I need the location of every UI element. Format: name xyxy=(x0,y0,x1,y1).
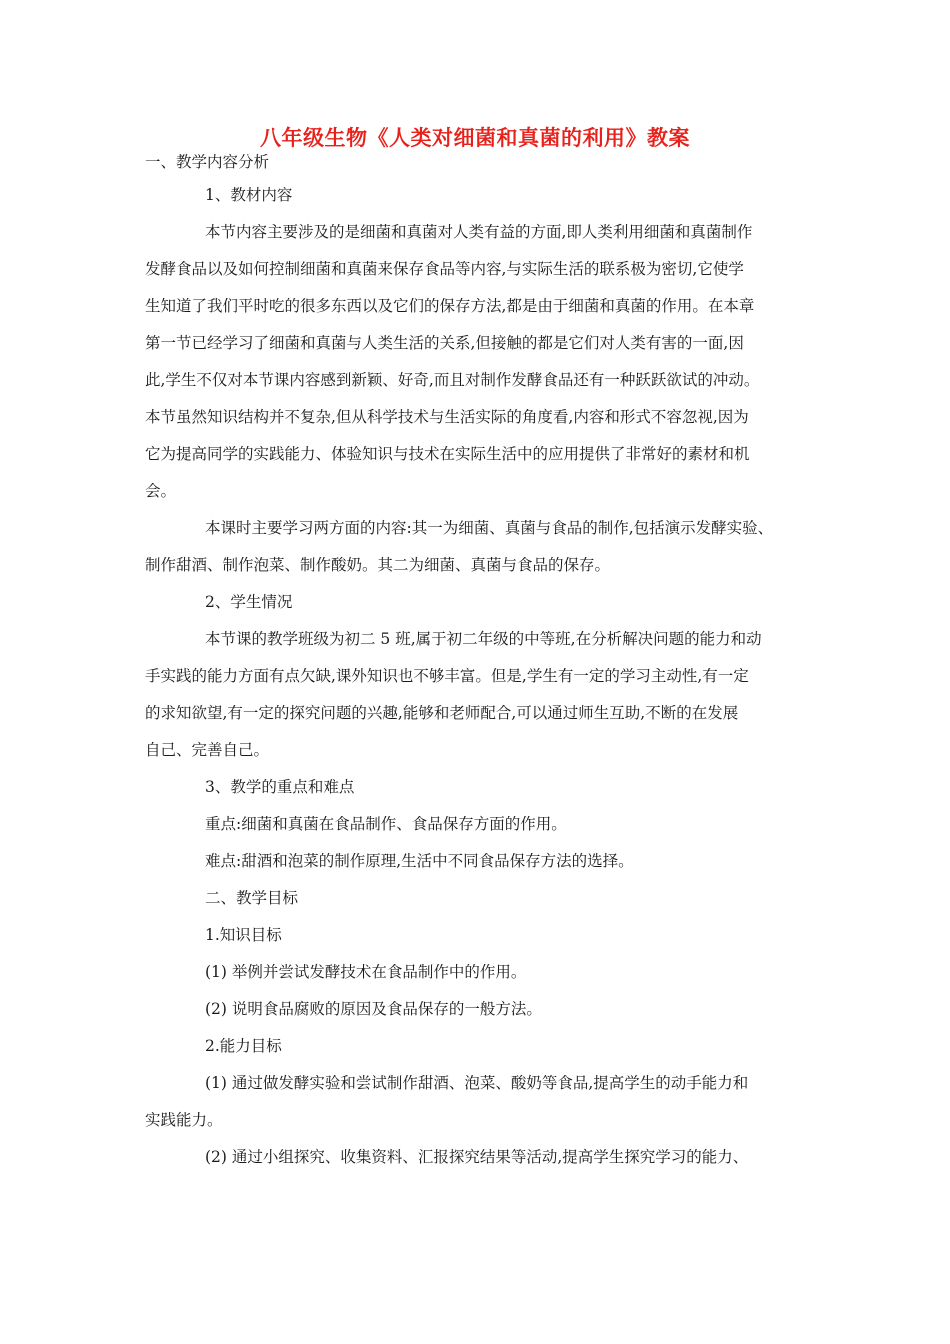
list-item xyxy=(145,1139,810,1176)
subsection-heading: 2、学生情况 xyxy=(205,593,293,611)
paragraph-line: 手实践的能力方面有点欠缺,课外知识也不够丰富。但是,学生有一定的学习主动性,有一定 xyxy=(145,667,749,685)
paragraph-line: (2) 通过小组探究、收集资料、汇报探究结果等活动,提高学生探究学习的能力、 xyxy=(205,1148,749,1166)
document-title: 八年级生物《人类对细菌和真菌的利用》教案 xyxy=(260,126,690,150)
document-body xyxy=(145,147,810,1176)
paragraph-line: 此,学生不仅对本节课内容感到新颖、好奇,而且对制作发酵食品还有一种跃跃欲试的冲动。 xyxy=(145,371,760,389)
difficulty-text: 难点:甜酒和泡菜的制作原理,生活中不同食品保存方法的选择。 xyxy=(205,852,634,870)
subsection-heading: 1、教材内容 xyxy=(205,186,293,204)
paragraph-line: 本课时主要学习两方面的内容:其一为细菌、真菌与食品的制作,包括演示发酵实验、 xyxy=(205,519,774,537)
paragraph-line: 实践能力。 xyxy=(145,1111,223,1129)
section-heading: 二、教学目标 xyxy=(205,889,299,907)
paragraph-line: 生知道了我们平时吃的很多东西以及它们的保存方法,都是由于细菌和真菌的作用。在本章 xyxy=(145,297,755,315)
paragraph xyxy=(145,510,810,584)
subsection-heading: 2.能力目标 xyxy=(205,1037,282,1055)
paragraph-line: 发酵食品以及如何控制细菌和真菌来保存食品等内容,与实际生活的联系极为密切,它使学 xyxy=(145,260,744,278)
paragraph-line: 自己、完善自己。 xyxy=(145,741,270,759)
section-heading: 一、教学内容分析 xyxy=(145,153,270,171)
subsection-heading: 3、教学的重点和难点 xyxy=(205,778,355,796)
paragraph-line: 会。 xyxy=(145,482,177,500)
paragraph xyxy=(145,621,810,769)
list-item: (1) 举例并尝试发酵技术在食品制作中的作用。 xyxy=(205,963,527,981)
subsection-heading: 1.知识目标 xyxy=(205,926,282,944)
paragraph-line: 本节课的教学班级为初二 5 班,属于初二年级的中等班,在分析解决问题的能力和动 xyxy=(205,630,762,648)
paragraph-line: (1) 通过做发酵实验和尝试制作甜酒、泡菜、酸奶等食品,提高学生的动手能力和 xyxy=(205,1074,749,1092)
list-item xyxy=(145,1065,810,1139)
paragraph-line: 本节虽然知识结构并不复杂,但从科学技术与生活实际的角度看,内容和形式不容忽视,因为 xyxy=(145,408,749,426)
key-point-text: 重点:细菌和真菌在食品制作、食品保存方面的作用。 xyxy=(205,815,567,833)
paragraph-line: 它为提高同学的实践能力、体验知识与技术在实际生活中的应用提供了非常好的素材和机 xyxy=(145,445,750,463)
paragraph xyxy=(145,214,810,510)
paragraph-line: 制作甜酒、制作泡菜、制作酸奶。其二为细菌、真菌与食品的保存。 xyxy=(145,556,611,574)
paragraph-line: 第一节已经学习了细菌和真菌与人类生活的关系,但接触的都是它们对人类有害的一面,因 xyxy=(145,334,744,352)
paragraph-line: 的求知欲望,有一定的探究问题的兴趣,能够和老师配合,可以通过师生互助,不断的在发展 xyxy=(145,704,739,722)
list-item: (2) 说明食品腐败的原因及食品保存的一般方法。 xyxy=(205,1000,542,1018)
paragraph-line: 本节内容主要涉及的是细菌和真菌对人类有益的方面,即人类利用细菌和真菌制作 xyxy=(205,223,753,241)
